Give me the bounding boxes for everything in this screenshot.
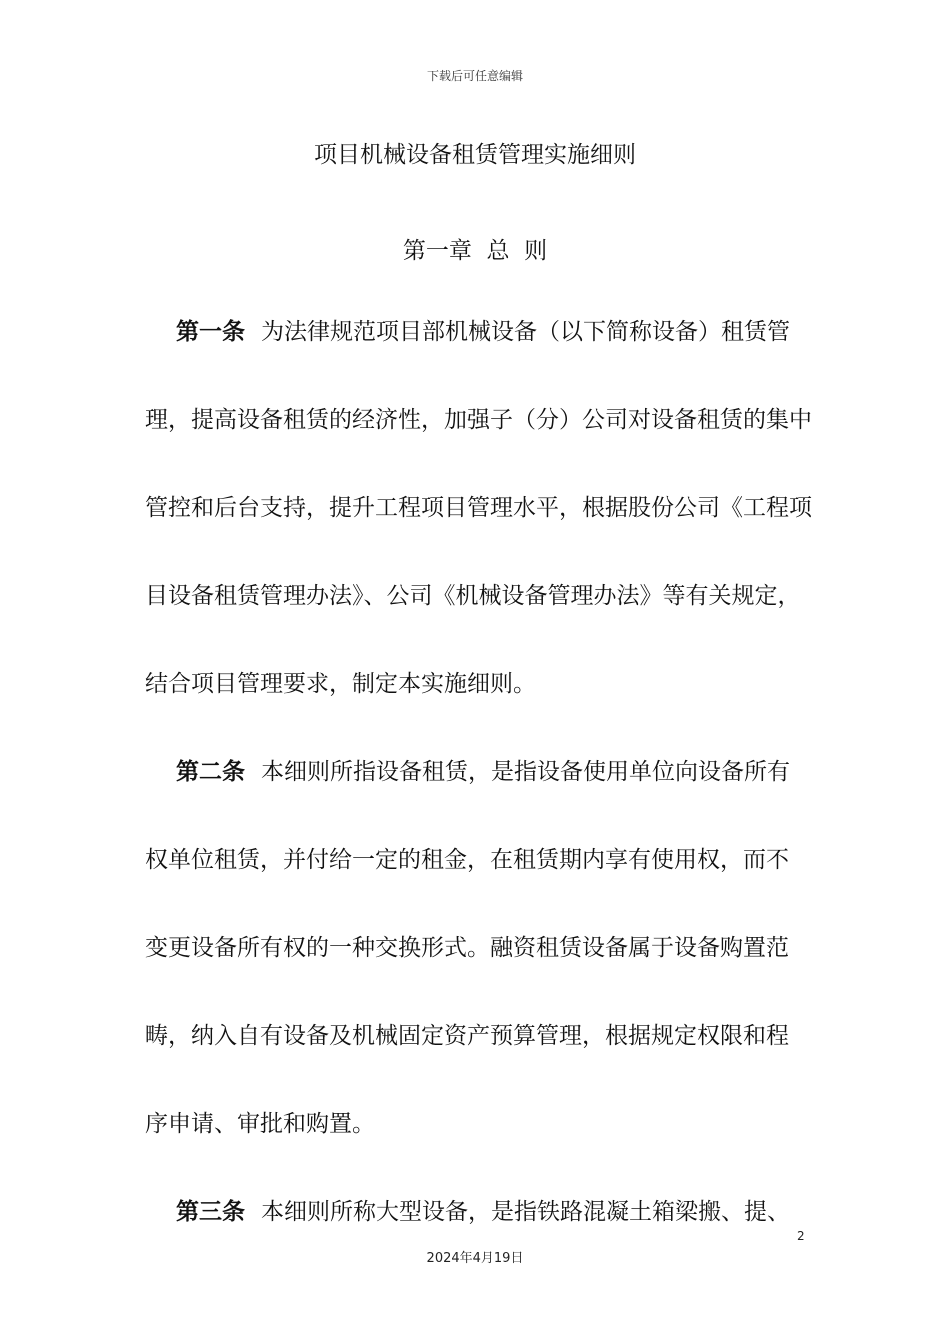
line-text: 结合项目管理要求，制定本实施细则。: [145, 671, 536, 697]
line-text: 变更设备所有权的一种交换形式。融资租赁设备属于设备购置范: [145, 935, 789, 961]
document-title: 项目机械设备租赁管理实施细则: [314, 142, 636, 168]
line-text: 本细则所称大型设备，是指铁路混凝土箱梁搬、提、: [261, 1199, 790, 1225]
article-label: 第二条: [176, 759, 245, 785]
line-text: 畴，纳入自有设备及机械固定资产预算管理，根据规定权限和程: [145, 1023, 789, 1049]
paragraph-line: [145, 310, 815, 398]
paragraph-line: [145, 662, 815, 750]
line-text: 目设备租赁管理办法》、公司《机械设备管理办法》等有关规定，: [145, 583, 801, 609]
paragraph-line: [145, 750, 815, 838]
document-body: [145, 310, 815, 1278]
article-label: 第一条: [176, 319, 245, 345]
line-text: 权单位租赁，并付给一定的租金，在租赁期内享有使用权，而不: [145, 847, 789, 873]
page-number: 2: [797, 1229, 805, 1243]
header-note: 下载后可任意编辑: [426, 69, 523, 83]
line-text: 管控和后台支持，提升工程项目管理水平，根据股份公司《工程项: [145, 495, 812, 521]
line-text: 序申请、审批和购置。: [145, 1111, 375, 1137]
paragraph-line: [145, 486, 815, 574]
page-date: 2024年4月19日: [426, 1251, 524, 1266]
paragraph-line: [145, 398, 815, 486]
chapter-title: 第一章 总 则: [402, 238, 548, 264]
article-label: 第三条: [176, 1199, 245, 1225]
paragraph-line: [145, 574, 815, 662]
paragraph-line: [145, 1102, 815, 1190]
line-text: 理，提高设备租赁的经济性，加强子（分）公司对设备租赁的集中: [145, 407, 812, 433]
line-text: 为法律规范项目部机械设备（以下简称设备）租赁管: [261, 319, 790, 345]
paragraph-line: [145, 838, 815, 926]
paragraph-line: [145, 926, 815, 1014]
line-text: 本细则所指设备租赁，是指设备使用单位向设备所有: [261, 759, 790, 785]
paragraph-line: [145, 1014, 815, 1102]
